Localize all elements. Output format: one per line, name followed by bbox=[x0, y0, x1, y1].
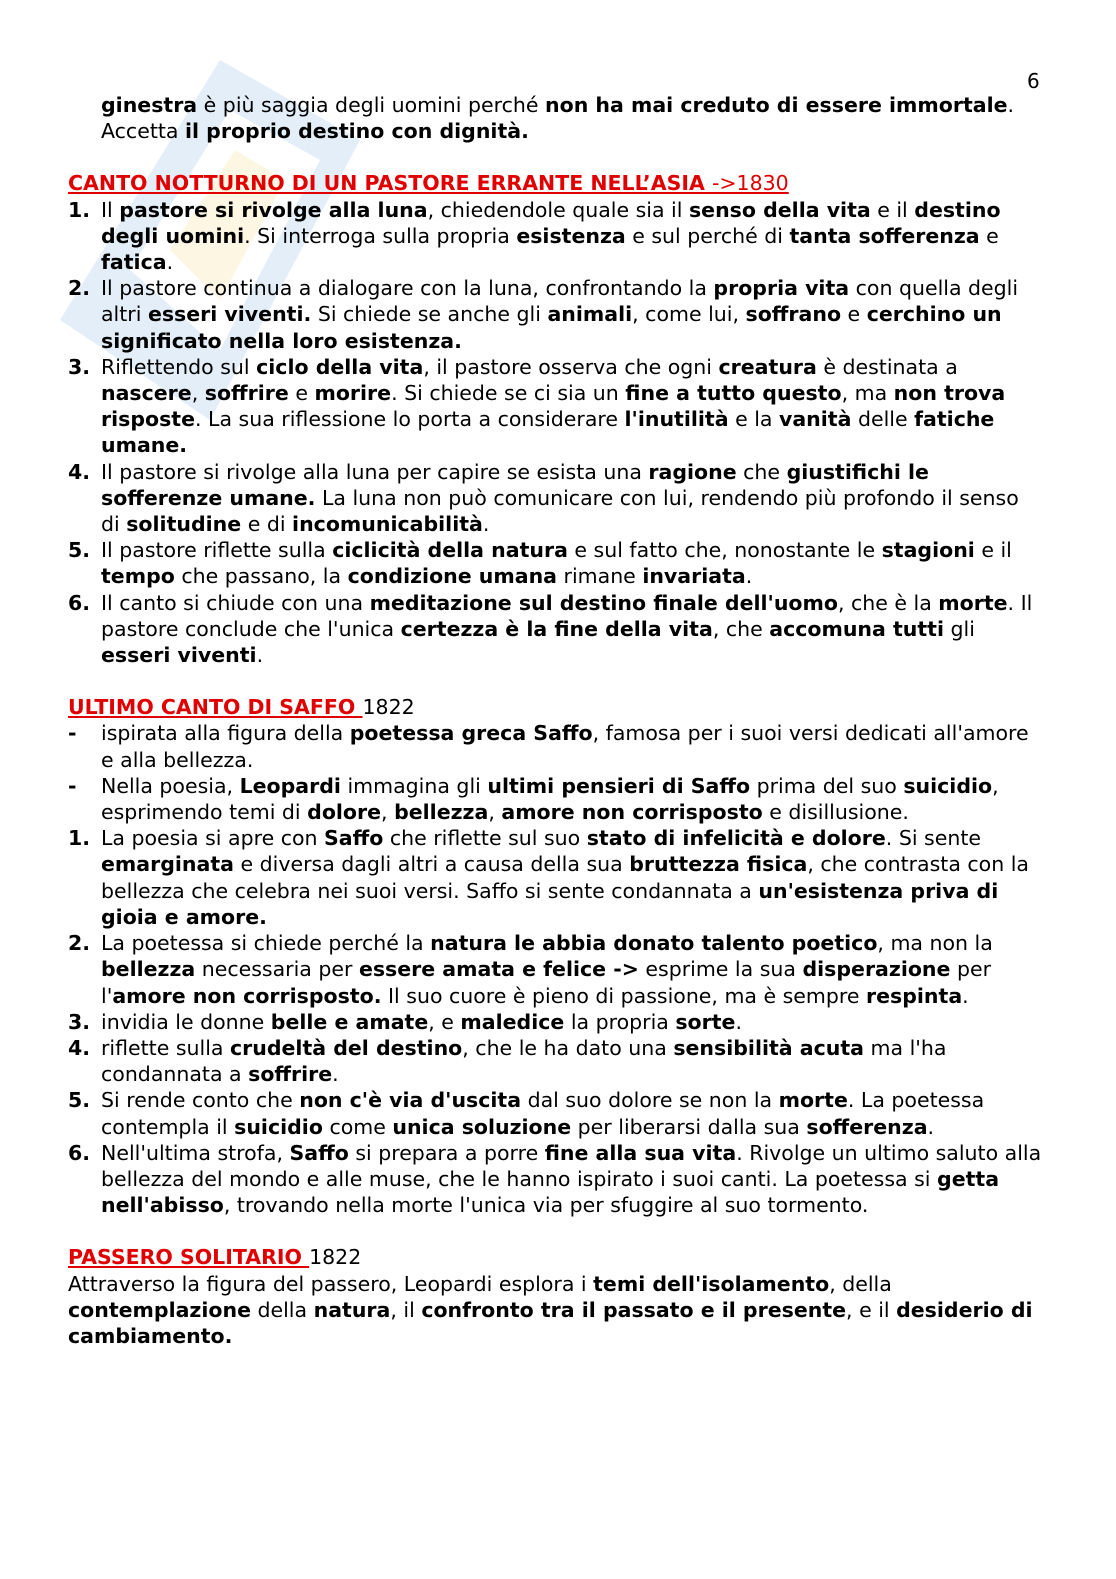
list-marker: - bbox=[68, 773, 77, 798]
section-list bbox=[68, 720, 1043, 1218]
text-run: immagina gli bbox=[340, 773, 488, 798]
text-run: . bbox=[927, 1114, 935, 1139]
text-run: , che bbox=[712, 616, 770, 641]
text-run: e il bbox=[974, 538, 1012, 563]
text-run: e diversa dagli altri a causa della sua bbox=[233, 852, 630, 877]
bold-text: non c'è via d'uscita bbox=[299, 1088, 522, 1113]
text-run: delle bbox=[851, 407, 915, 432]
text-run: con quella degli altri bbox=[101, 276, 1019, 327]
text-run: . Il pastore conclude che l'unica bbox=[101, 590, 1033, 641]
sections-container bbox=[68, 144, 1043, 1349]
bold-text: emarginata bbox=[101, 852, 234, 877]
text-run: Il bbox=[101, 197, 120, 222]
section-heading bbox=[68, 1244, 1043, 1270]
bold-text: ultimi pensieri di Saffo bbox=[487, 773, 751, 798]
list-item bbox=[68, 1035, 1043, 1087]
bold-text: natura le abbia donato talento poetico bbox=[430, 931, 878, 956]
bold-text: fine alla sua vita bbox=[544, 1140, 737, 1165]
text-run: per l' bbox=[101, 957, 992, 1008]
text-run: Il canto si chiude con una bbox=[101, 590, 370, 615]
text-run: , bbox=[381, 800, 395, 825]
bold-text: esseri viventi bbox=[101, 643, 257, 668]
bold-text: maledice bbox=[460, 1009, 565, 1034]
bold-text: vanità bbox=[778, 407, 852, 432]
text-run: . bbox=[745, 564, 753, 589]
text-run: , il pastore osserva che ogni bbox=[423, 354, 719, 379]
text-run: , esprimendo temi di bbox=[101, 773, 999, 825]
list-item bbox=[68, 354, 1043, 459]
text-run: rimane bbox=[557, 564, 643, 589]
text-run: , bbox=[191, 381, 205, 406]
text-run: , che le ha dato una bbox=[462, 1035, 674, 1060]
list-marker: 1. bbox=[68, 826, 91, 851]
section-spacer bbox=[68, 144, 1043, 170]
text-run: e bbox=[979, 223, 999, 248]
text-run: come bbox=[322, 1114, 393, 1139]
bold-text: stagioni bbox=[881, 538, 975, 563]
bold-text: cerchino un significato nella loro esistenza. bbox=[101, 302, 1002, 353]
list-item bbox=[68, 1009, 1043, 1035]
bold-text: un'esistenza priva di gioia e amore. bbox=[101, 878, 999, 929]
list-item bbox=[68, 275, 1043, 354]
text-run: . Accetta bbox=[101, 93, 1015, 144]
bold-text: morire bbox=[314, 381, 392, 406]
list-marker: 5. bbox=[68, 1088, 91, 1113]
text-run: è più saggia degli uomini perché bbox=[197, 93, 546, 117]
section-list bbox=[68, 197, 1043, 669]
document-body bbox=[68, 92, 1043, 1349]
bold-text: sensibilità acuta bbox=[673, 1035, 864, 1060]
bold-text: certezza è la fine della vita bbox=[400, 616, 713, 641]
intro-paragraph bbox=[101, 92, 1043, 144]
bold-text: esseri viventi. bbox=[147, 302, 312, 327]
bold-text: amore non corrisposto bbox=[501, 800, 763, 825]
text-run: , ma bbox=[841, 381, 894, 406]
list-item bbox=[68, 1140, 1043, 1219]
bold-text: giustifichi le sofferenze umane. bbox=[101, 459, 929, 510]
bold-text: creatura bbox=[718, 354, 817, 379]
text-run: prima del suo bbox=[750, 773, 904, 798]
text-run: , e bbox=[428, 1009, 461, 1034]
text-run: . bbox=[332, 1062, 339, 1087]
text-run: e disillusione. bbox=[762, 800, 909, 825]
bold-text: esistenza bbox=[516, 223, 626, 248]
text-run: invidia le donne bbox=[101, 1009, 271, 1034]
text-run: dal suo dolore se non la bbox=[521, 1088, 779, 1113]
text-run: . Si chiede se ci sia un bbox=[391, 381, 626, 406]
list-marker: 1. bbox=[68, 197, 91, 222]
bold-text: essere amata e felice -> bbox=[358, 957, 639, 982]
text-run: e bbox=[288, 381, 315, 406]
list-marker: 5. bbox=[68, 538, 91, 563]
text-run: Nella poesia, bbox=[101, 773, 240, 798]
text-run: che riflette sul suo bbox=[383, 826, 587, 851]
text-run: riflette sulla bbox=[101, 1035, 230, 1060]
section-year: 1822 bbox=[309, 1245, 362, 1270]
section-year: 1822 bbox=[362, 695, 415, 720]
bold-text: dolore bbox=[307, 800, 382, 825]
bold-text: amore non corrisposto. bbox=[112, 983, 382, 1008]
list-item bbox=[68, 590, 1043, 669]
bold-text: pastore si rivolge alla luna bbox=[119, 197, 428, 222]
bold-text: fine a tutto questo bbox=[625, 381, 842, 406]
bold-text: desiderio di cambiamento. bbox=[68, 1297, 1033, 1348]
text-run: , che contrasta con la bellezza che celebra nei suoi versi. Saffo si sente condannata a bbox=[101, 852, 1029, 903]
bold-text: ragione bbox=[648, 459, 737, 484]
text-run: per liberarsi dalla sua bbox=[571, 1114, 807, 1139]
text-run: . bbox=[735, 1009, 742, 1034]
bold-text: l'inutilità bbox=[624, 407, 729, 432]
text-run: La poetessa si chiede perché la bbox=[101, 931, 431, 956]
list-item bbox=[68, 773, 1043, 825]
bold-text: bellezza bbox=[394, 800, 489, 825]
page-number: 6 bbox=[1027, 69, 1040, 93]
text-run: La poesia si apre con bbox=[101, 826, 325, 851]
text-run: si prepara a porre bbox=[348, 1140, 545, 1165]
bold-text: tanta sofferenza bbox=[789, 223, 980, 248]
list-item bbox=[68, 459, 1043, 538]
list-item bbox=[68, 825, 1043, 930]
bold-text: stato di infelicità e dolore bbox=[586, 826, 886, 851]
text-run: e bbox=[841, 302, 867, 327]
text-run: Si rende conto che bbox=[101, 1088, 300, 1113]
list-item bbox=[68, 930, 1043, 1009]
text-run: . La poetessa contempla il bbox=[101, 1088, 985, 1139]
bold-text: ciclicità della natura bbox=[332, 538, 568, 563]
list-item bbox=[68, 1087, 1043, 1139]
bold-text: getta nell'abisso bbox=[101, 1166, 1000, 1218]
bold-text: fatica bbox=[101, 250, 167, 275]
bold-text: unica soluzione bbox=[392, 1114, 572, 1139]
text-run: , che è la bbox=[837, 590, 939, 615]
bold-text: propria vita bbox=[713, 276, 850, 301]
bold-text: soffrano bbox=[745, 302, 842, 327]
section-spacer bbox=[68, 1218, 1043, 1244]
text-run: Il pastore riflette sulla bbox=[101, 538, 333, 563]
section-year: ->1830 bbox=[711, 171, 789, 196]
bold-text: sofferenza bbox=[806, 1114, 928, 1139]
text-run: esprime la sua bbox=[638, 957, 803, 982]
text-run: ispirata alla figura della bbox=[101, 721, 350, 746]
text-run: e la bbox=[728, 407, 779, 432]
text-run: la propria bbox=[564, 1009, 676, 1034]
text-run: . Si sente bbox=[885, 826, 981, 851]
bold-text: ciclo della vita bbox=[256, 354, 424, 379]
text-run: gli bbox=[944, 616, 975, 641]
text-run: e sul fatto che, nonostante le bbox=[567, 538, 882, 563]
bold-text: respinta bbox=[866, 983, 963, 1008]
text-run: Nell'ultima strofa, bbox=[101, 1140, 290, 1165]
text-run: Attraverso la figura del passero, Leopardi esplora i bbox=[68, 1271, 594, 1296]
bold-text: animali bbox=[547, 302, 633, 327]
list-marker: - bbox=[68, 721, 77, 746]
bold-text: solitudine bbox=[126, 512, 242, 537]
text-run: . bbox=[256, 643, 264, 668]
text-run: che passano, la bbox=[174, 564, 348, 589]
bold-text: belle e amate bbox=[270, 1009, 429, 1034]
text-run: Il suo cuore è pieno di passione, ma è sempre bbox=[381, 983, 867, 1008]
bold-text: tempo bbox=[101, 564, 175, 589]
list-marker: 4. bbox=[68, 1035, 91, 1060]
section-title: PASSERO SOLITARIO bbox=[68, 1245, 310, 1270]
bold-text: ginestra bbox=[101, 93, 198, 117]
text-run: ma l'ha condannata a bbox=[101, 1035, 947, 1087]
bold-text: nascere bbox=[101, 381, 192, 406]
section-heading bbox=[68, 170, 1043, 196]
text-run: . bbox=[962, 983, 969, 1008]
section-title: CANTO NOTTURNO DI UN PASTORE ERRANTE NELL’ASIA bbox=[68, 171, 712, 196]
bold-text: invariata bbox=[642, 564, 746, 589]
text-run: e di bbox=[241, 512, 293, 537]
text-run: , e il bbox=[846, 1297, 897, 1322]
bold-text: bruttezza fisica bbox=[629, 852, 808, 877]
bold-text: poetessa greca Saffo bbox=[349, 721, 593, 746]
text-run: , come lui, bbox=[632, 302, 746, 327]
list-marker: 6. bbox=[68, 1140, 91, 1165]
text-run: . bbox=[482, 512, 490, 537]
text-run: , chiedendole quale sia il bbox=[427, 197, 689, 222]
section-title: ULTIMO CANTO DI SAFFO bbox=[68, 695, 363, 720]
section-paragraph bbox=[68, 1271, 1043, 1350]
bold-text: contemplazione bbox=[68, 1297, 251, 1322]
list-item bbox=[68, 720, 1043, 772]
list-item bbox=[68, 197, 1043, 276]
bold-text: confronto tra il passato e il presente bbox=[421, 1297, 847, 1322]
text-run: e sul perché di bbox=[625, 223, 790, 248]
text-run: della bbox=[250, 1297, 314, 1322]
bold-text: suicidio bbox=[234, 1114, 323, 1139]
section-heading bbox=[68, 694, 1043, 720]
bold-text: suicidio bbox=[903, 773, 993, 798]
bold-text: fatiche umane. bbox=[101, 407, 995, 458]
section-spacer bbox=[68, 668, 1043, 694]
text-run: , ma non la bbox=[877, 931, 993, 956]
list-marker: 3. bbox=[68, 1009, 91, 1034]
text-run: , famosa per i suoi versi dedicati all'amore e alla bellezza. bbox=[101, 721, 1029, 772]
bold-text: Leopardi bbox=[239, 773, 341, 798]
bold-text: meditazione sul destino finale dell'uomo bbox=[369, 590, 838, 615]
text-run: . Rivolge un ultimo saluto alla bellezza del mondo e alle muse, che le hanno ispirato i suoi canti. La poetessa si bbox=[101, 1140, 1042, 1191]
bold-text: senso della vita bbox=[688, 197, 871, 222]
text-run: . La sua riflessione lo porta a considerare bbox=[195, 407, 625, 432]
bold-text: sorte bbox=[675, 1009, 736, 1034]
text-run: Si chiede se anche gli bbox=[311, 302, 548, 327]
bold-text: non ha mai creduto di essere immortale bbox=[545, 93, 1008, 117]
text-run: La luna non può comunicare con lui, rendendo più profondo il senso di bbox=[101, 485, 1019, 537]
bold-text: temi dell'isolamento bbox=[593, 1271, 830, 1296]
text-run: e il bbox=[870, 197, 915, 222]
bold-text: destino degli uomini bbox=[101, 197, 1001, 248]
list-marker: 6. bbox=[68, 590, 91, 615]
text-run: , il bbox=[390, 1297, 422, 1322]
bold-text: natura bbox=[313, 1297, 391, 1322]
text-run: , della bbox=[829, 1271, 892, 1296]
bold-text: morte bbox=[938, 590, 1008, 615]
bold-text: morte bbox=[778, 1088, 848, 1113]
list-marker: 2. bbox=[68, 276, 91, 301]
bold-text: soffrire bbox=[248, 1062, 333, 1087]
text-run: Riflettendo sul bbox=[101, 354, 257, 379]
text-run: necessaria per bbox=[195, 957, 359, 982]
list-marker: 2. bbox=[68, 931, 91, 956]
text-run: , trovando nella morte l'unica via per sfuggire al suo tormento. bbox=[223, 1193, 869, 1218]
text-run: Il pastore continua a dialogare con la luna, confrontando la bbox=[101, 276, 714, 301]
text-run: che bbox=[736, 459, 787, 484]
list-marker: 4. bbox=[68, 459, 91, 484]
bold-text: condizione umana bbox=[347, 564, 558, 589]
bold-text: crudeltà del destino bbox=[230, 1035, 463, 1060]
text-run: . bbox=[166, 250, 174, 275]
bold-text: non trova risposte bbox=[101, 381, 1006, 432]
bold-text: Saffo bbox=[324, 826, 384, 851]
bold-text: il proprio destino con dignità. bbox=[184, 119, 529, 144]
text-run: , bbox=[488, 800, 502, 825]
bold-text: incomunicabilità bbox=[292, 512, 483, 537]
text-run: è destinata a bbox=[816, 354, 958, 379]
bold-text: bellezza bbox=[101, 957, 196, 982]
text-run: Il pastore si rivolge alla luna per capire se esista una bbox=[101, 459, 649, 484]
bold-text: disperazione bbox=[802, 957, 951, 982]
bold-text: Saffo bbox=[289, 1140, 349, 1165]
list-item bbox=[68, 537, 1043, 589]
bold-text: soffrire bbox=[204, 381, 289, 406]
text-run: . Si interroga sulla propria bbox=[244, 223, 517, 248]
list-marker: 3. bbox=[68, 354, 91, 379]
bold-text: accomuna tutti bbox=[769, 616, 945, 641]
